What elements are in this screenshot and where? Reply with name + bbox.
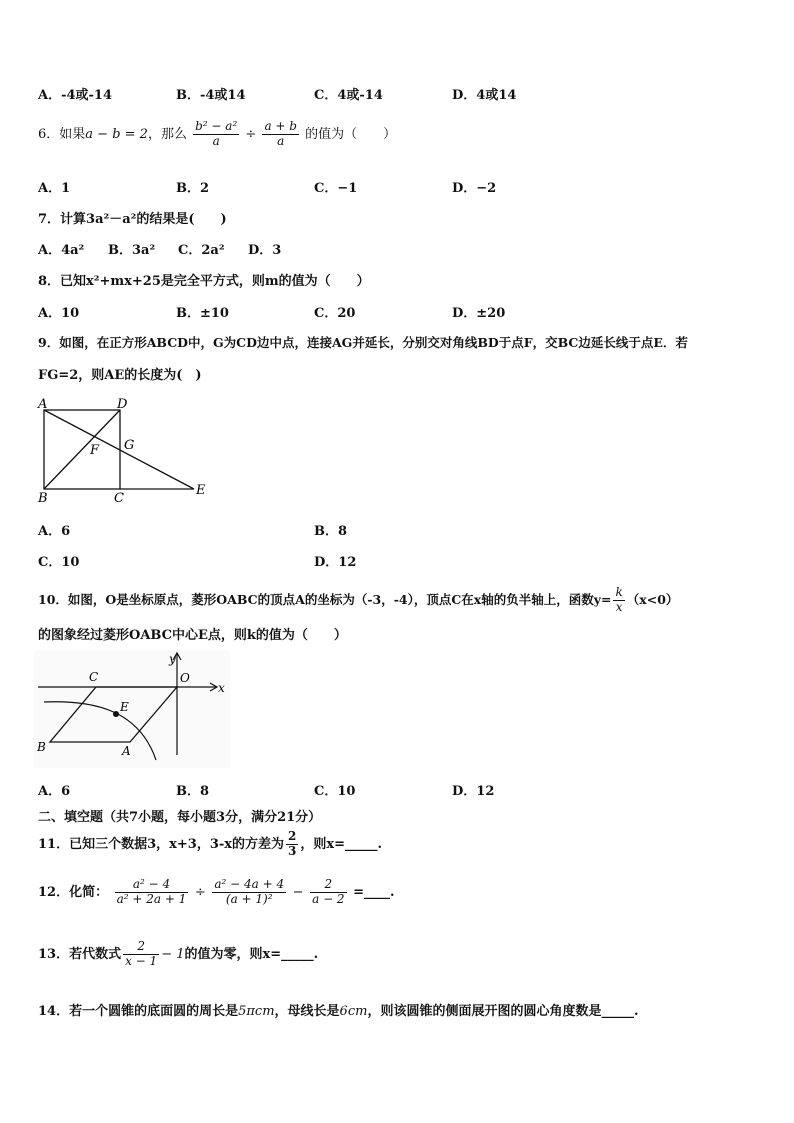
q8-option-b: B．±10: [176, 306, 229, 321]
q9-option-d: D．12: [314, 555, 357, 570]
q8-option-d: D．±20: [452, 306, 506, 321]
question-10-line-2: 的图象经过菱形OABC中心E点，则k的值为（ ）: [38, 628, 347, 643]
q5-option-c: C．4或-14: [314, 88, 383, 103]
q10-fraction: $\frac{k}{x}$: [615, 585, 623, 614]
q10-option-b: B．8: [176, 784, 210, 799]
q13-fraction: $\frac{2}{x - 1}$: [125, 939, 158, 968]
q7-option-b: B．3a²: [108, 243, 156, 258]
q13-minus-one: − 1: [161, 946, 185, 962]
q5-option-b: B．-4或14: [176, 88, 246, 103]
q7-option-c: C．2a²: [178, 243, 225, 258]
q6-fraction-1: $\frac{\text{b² − a²}}{a}$: [195, 119, 238, 148]
label-e: E: [120, 700, 129, 714]
question-13: [38, 940, 318, 969]
q6-option-b: B．2: [176, 181, 210, 196]
q6-option-c: C．−1: [314, 181, 358, 196]
q5-option-d: D．4或14: [452, 88, 517, 103]
q12-fraction-2: $\frac{\text{a² − 4a + 4}}{\text{(a + 1)²}}$: [214, 877, 285, 906]
q10-option-a: A．6: [38, 784, 71, 799]
point-e: [113, 711, 119, 717]
q12-operator-1: ÷: [194, 884, 206, 900]
q9-option-a: A．6: [38, 524, 71, 539]
label-y: y: [169, 652, 176, 666]
q11-pre: 11．已知三个数据3，x+3，3-x的方差为: [38, 836, 285, 852]
q10-line1-pre: 10．如图，O是坐标原点，菱形OABC的顶点A的坐标为（-3，-4），顶点C在x轴的负半轴上，函数y=: [38, 591, 612, 607]
question-11: [38, 830, 382, 859]
q6-suffix: 的值为（ ）: [305, 126, 397, 142]
label-a: A: [122, 744, 131, 758]
label-g: G: [124, 438, 135, 453]
q14-slant-height: 6cm: [339, 1004, 368, 1019]
q6-fraction-2: $\frac{a + b}{a}$: [264, 119, 297, 148]
q6-prefix: 6．如果: [38, 126, 86, 142]
section-2-heading: 二、填空题（共7小题，每小题3分，满分21分）: [38, 810, 322, 825]
q11-post: ，则x=_____.: [300, 836, 383, 852]
label-e: E: [196, 483, 206, 498]
q10-option-c: C．10: [314, 784, 356, 799]
q11-fraction: $\frac{2}{3}$: [288, 829, 297, 858]
question-9-line-1: 9．如图，在正方形ABCD中，G为CD边中点，连接AG并延长，分别交对角线BD于点F，交BC边延长线于点E．若: [38, 335, 688, 350]
q14-mid: ，母线长是: [274, 1004, 340, 1019]
question-7: 7．计算3a²－a²的结果是( ): [38, 212, 227, 227]
q13-pre: 13．若代数式: [38, 946, 122, 962]
label-b: B: [38, 491, 48, 506]
q14-circumference: 5πcm: [238, 1004, 275, 1019]
q6-operator: ÷: [245, 126, 257, 142]
label-a: A: [38, 397, 48, 412]
question-6: [38, 120, 396, 149]
q14-post: ，则该圆锥的侧面展开图的圆心角度数是_____.: [367, 1004, 639, 1019]
q12-operator-2: −: [292, 884, 304, 900]
label-c: C: [89, 670, 99, 684]
line-ae: [44, 410, 194, 489]
q9-option-c: C．10: [38, 555, 80, 570]
q6-option-d: D．−2: [452, 181, 497, 196]
q8-option-c: C．20: [314, 306, 356, 321]
diagonal-bd: [44, 410, 120, 489]
q9-square-figure: [34, 392, 214, 506]
q12-fraction-1: $\frac{\text{a² − 4}}{\text{a² + 2a + 1}}$: [116, 877, 187, 906]
q10-rhombus-figure: [34, 650, 230, 768]
question-14: [38, 1000, 638, 1019]
q6-option-a: A．1: [38, 181, 71, 196]
q7-option-d: D．3: [248, 243, 282, 258]
question-12: [38, 878, 395, 907]
q12-pre: 12．化简：: [38, 884, 109, 900]
q6-mid: ，那么: [147, 126, 187, 142]
q12-post: =____.: [353, 884, 395, 900]
q10-line1-post: （x<0）: [626, 591, 679, 607]
label-c: C: [114, 491, 124, 506]
q9-option-b: B．8: [314, 524, 348, 539]
q6-condition: a − b = 2: [85, 126, 148, 142]
q7-option-a: A．4a²: [38, 243, 85, 258]
q5-option-a: A．-4或-14: [38, 88, 113, 103]
label-b: B: [37, 740, 46, 754]
q10-option-d: D．12: [452, 784, 495, 799]
question-9-line-2: FG=2，则AE的长度为( ): [38, 368, 202, 383]
label-x: x: [218, 681, 225, 695]
label-d: D: [117, 397, 128, 412]
question-8: 8．已知x²+mx+25是完全平方式，则m的值为（ ）: [38, 274, 370, 289]
q14-pre: 14．若一个圆锥的底面圆的周长是: [38, 1004, 239, 1019]
label-f: F: [90, 443, 100, 458]
question-10-line-1: [38, 586, 678, 615]
q12-fraction-3: $\frac{2}{a - 2}$: [312, 877, 345, 906]
q13-post: 的值为零，则x=_____.: [184, 946, 319, 962]
q8-option-a: A．10: [38, 306, 80, 321]
label-o: O: [180, 671, 190, 685]
